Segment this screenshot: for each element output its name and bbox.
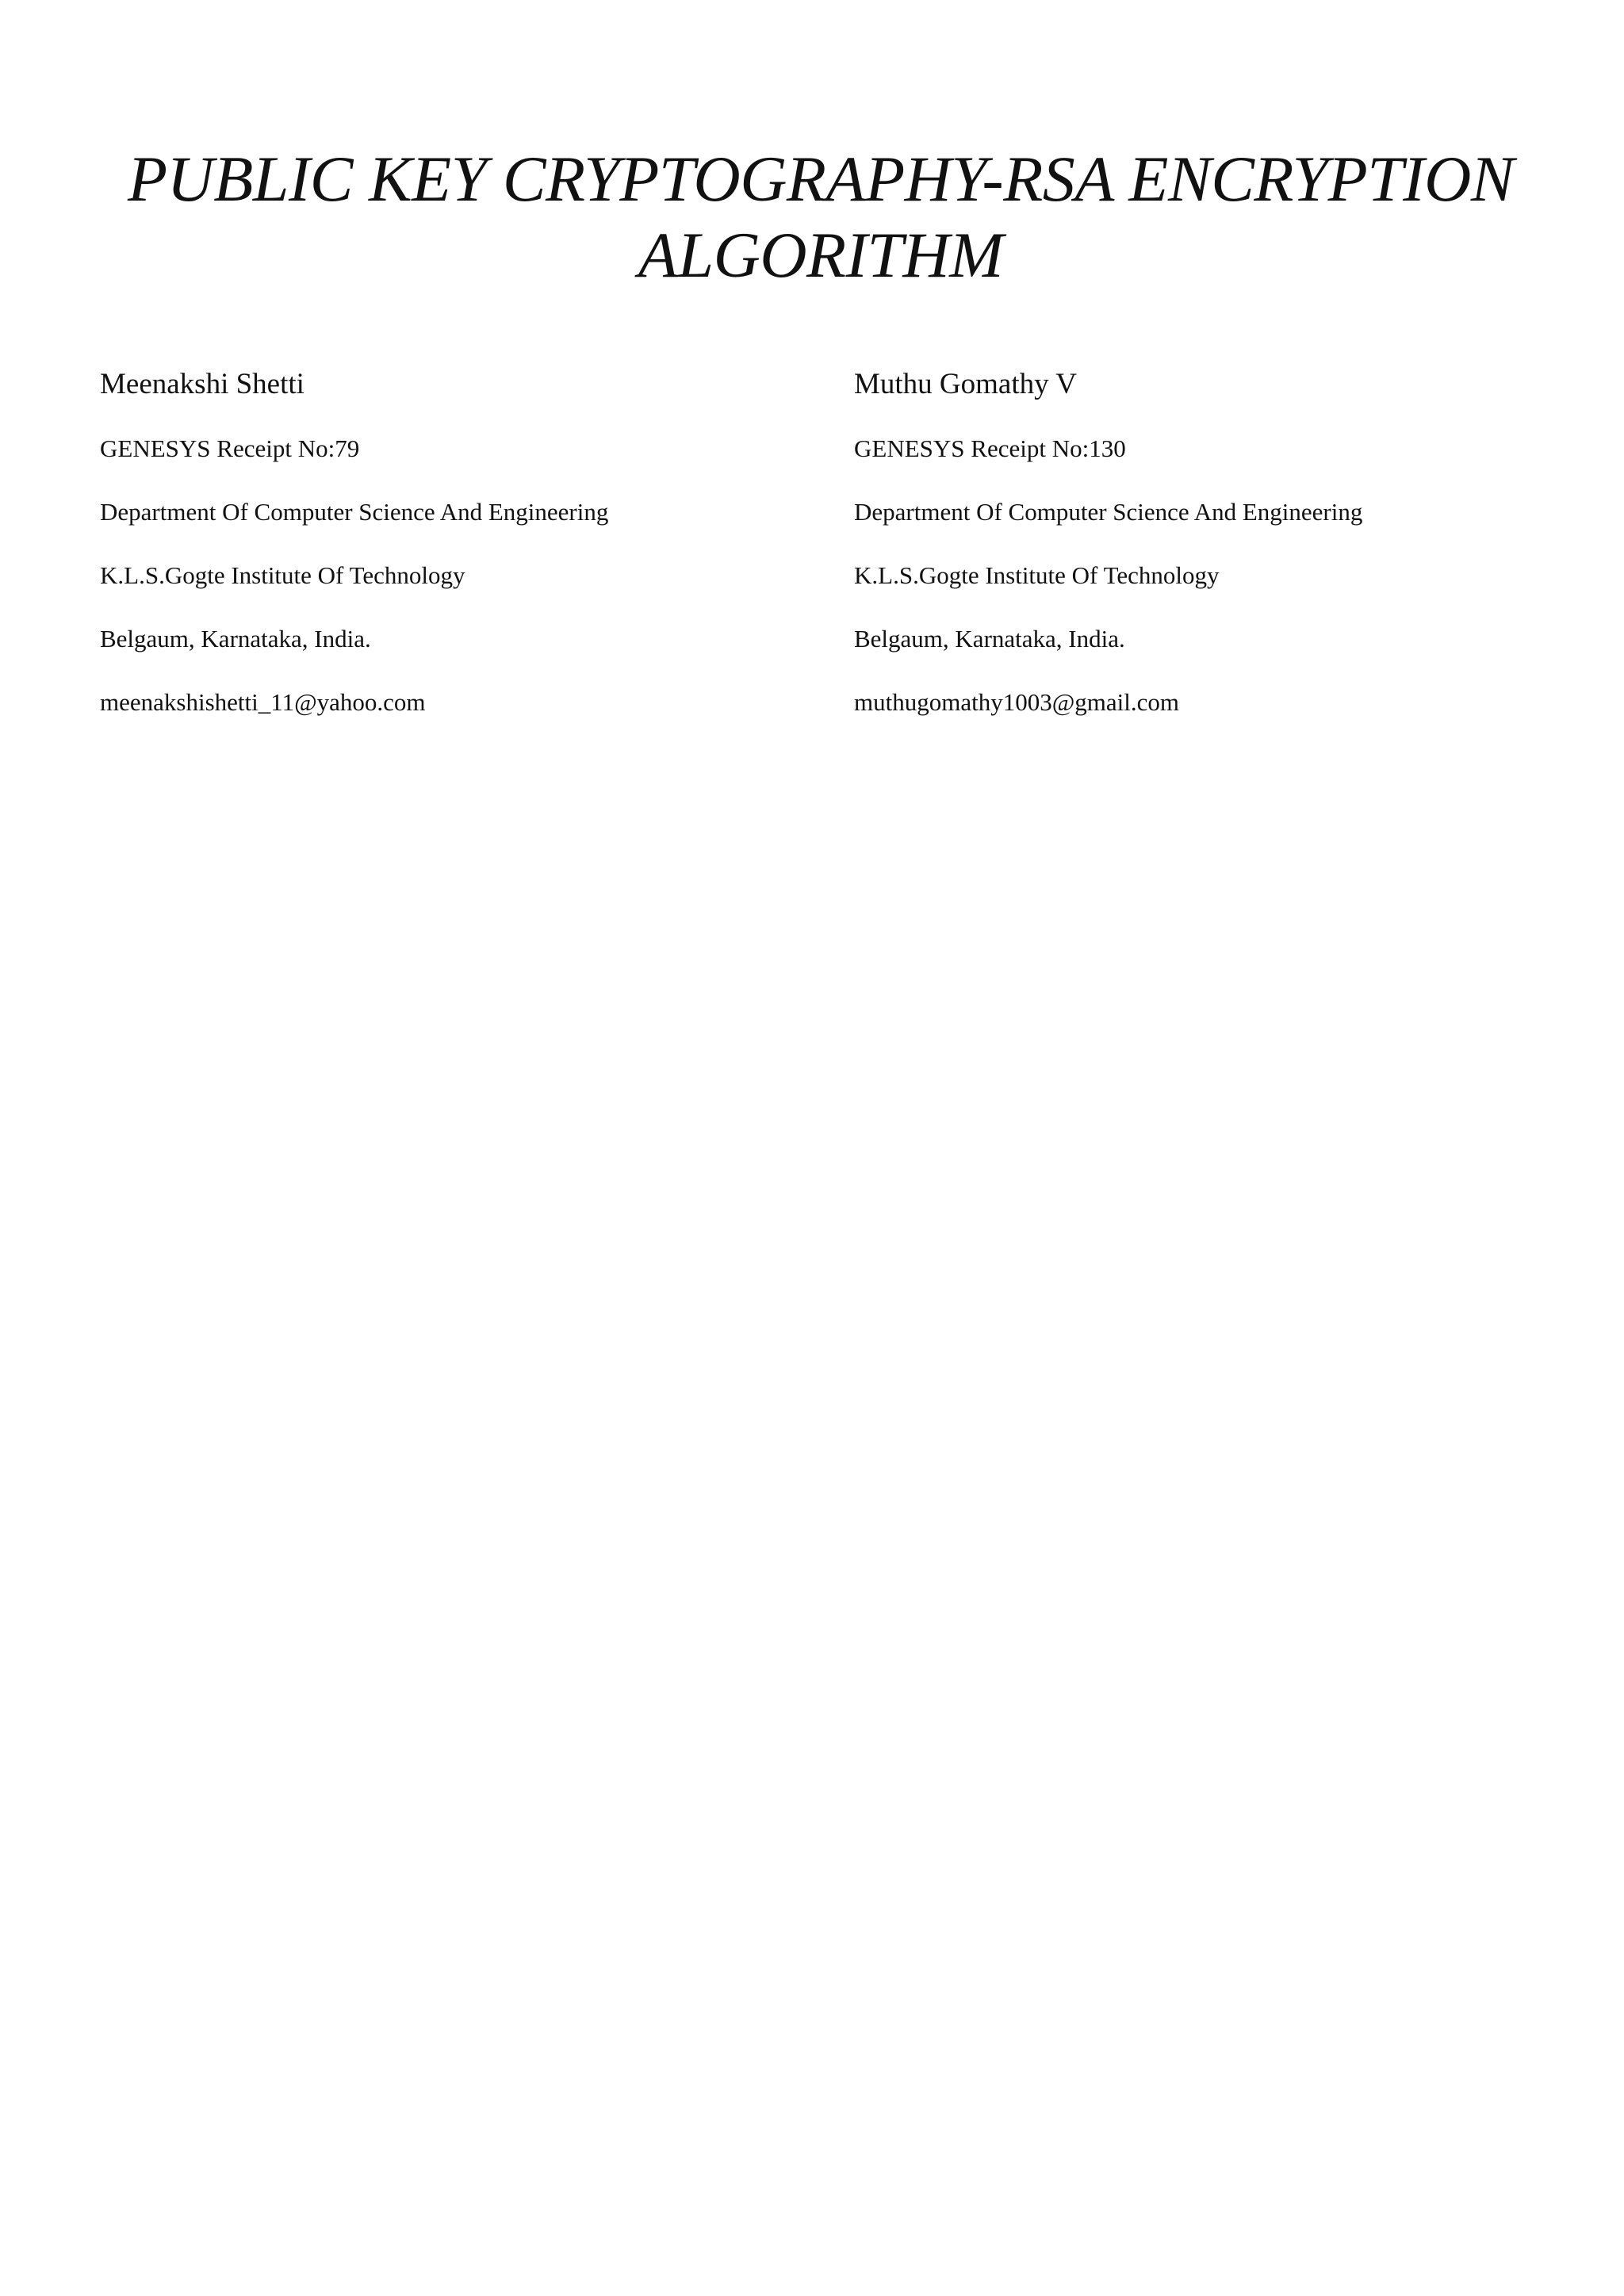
author-name: Muthu Gomathy V: [854, 368, 1077, 400]
author-receipt: GENESYS Receipt No:79: [100, 434, 360, 462]
author-department: Department Of Computer Science And Engineering: [100, 498, 609, 526]
author-block-1: [100, 366, 814, 750]
paper-title-line-2: ALGORITHM: [638, 219, 1004, 291]
paper-title: [79, 141, 1562, 293]
author-department: Department Of Computer Science And Engineering: [854, 498, 1363, 526]
author-institute: K.L.S.Gogte Institute Of Technology: [100, 561, 465, 589]
author-email: muthugomathy1003@gmail.com: [854, 688, 1179, 716]
author-receipt: GENESYS Receipt No:130: [854, 434, 1126, 462]
paper-title-line-1: PUBLIC KEY CRYPTOGRAPHY-RSA ENCRYPTION: [127, 143, 1515, 215]
author-block-2: [854, 366, 1568, 750]
author-institute: K.L.S.Gogte Institute Of Technology: [854, 561, 1220, 589]
author-location: Belgaum, Karnataka, India.: [854, 625, 1125, 652]
author-location: Belgaum, Karnataka, India.: [100, 625, 371, 652]
author-email: meenakshishetti_11@yahoo.com: [100, 688, 426, 716]
author-name: Meenakshi Shetti: [100, 368, 304, 400]
